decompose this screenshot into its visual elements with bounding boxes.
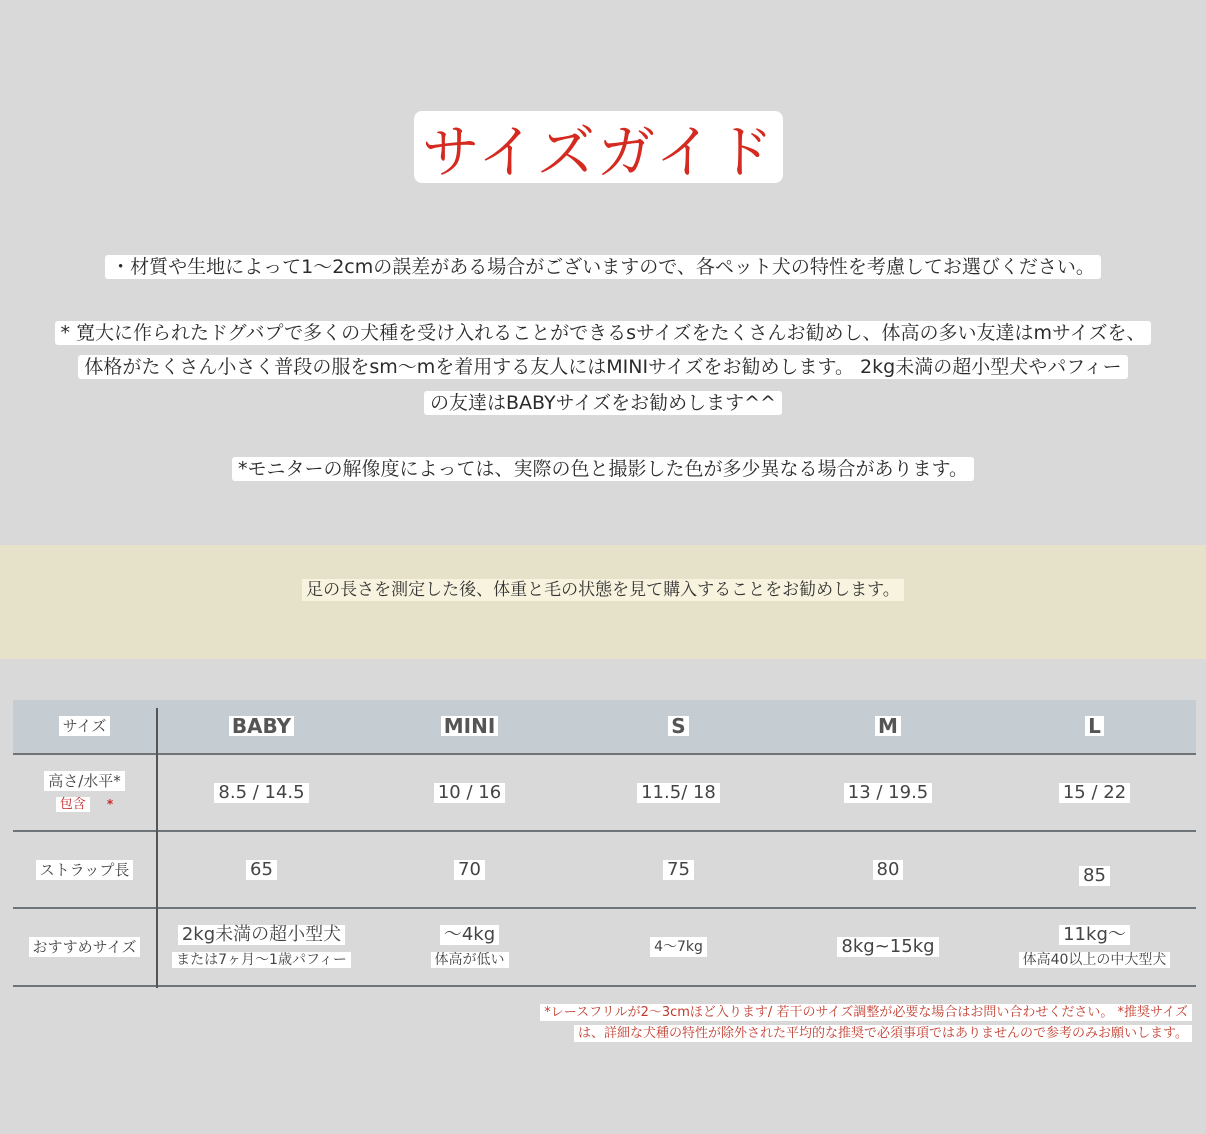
height-mini: [365, 755, 574, 830]
recommend-m: [783, 909, 993, 985]
footnote-text: *レースフリルが2～3cmほど入ります/ 若干のサイズ調整が必要な場合はお問い合わせください。 *推奨サイズ: [540, 1004, 1192, 1021]
note-text: * 寛大に作られたドグバプで多くの犬種を受け入れることができるsサイズをたくさんお勧めし、体高の多い友達はmサイズを、: [55, 321, 1152, 345]
recommend-sub-wrap: [172, 949, 351, 970]
size-header-text: BABY: [229, 716, 294, 736]
strap-value: 70: [454, 860, 485, 880]
row-label-recommend: [13, 909, 156, 985]
strap-value: 65: [246, 860, 277, 880]
recommend-s: [574, 909, 783, 985]
note-monitor: [0, 456, 1206, 482]
strap-m: [783, 832, 993, 907]
note-recommend-1: [0, 320, 1206, 346]
strap-s: [574, 832, 783, 907]
note-material: [0, 254, 1206, 280]
size-header-text: M: [875, 716, 901, 736]
size-header-mini: [365, 700, 574, 752]
recommend-main: 11kg～: [1059, 925, 1130, 945]
recommend-baby: [158, 909, 365, 985]
row-divider: [13, 985, 1196, 987]
asterisk-mark: *: [106, 796, 114, 811]
recommend-main: ～4kg: [440, 925, 499, 945]
height-s: [574, 755, 783, 830]
recommend-main: 4～7kg: [650, 937, 707, 957]
strap-value: 85: [1079, 866, 1110, 886]
row-label-text: 高さ/水平*: [44, 771, 125, 791]
height-l: [993, 755, 1196, 830]
strap-l: [993, 838, 1196, 913]
height-baby: [158, 755, 365, 830]
recommend-main: 2kg未満の超小型犬: [178, 925, 345, 945]
note-recommend-2: [0, 354, 1206, 380]
row-label-strap: [13, 832, 156, 907]
strap-mini: [365, 832, 574, 907]
size-header-text: MINI: [441, 716, 499, 736]
recommend-sub: 体高40以上の中大型犬: [1019, 952, 1171, 968]
header-size-label: [13, 700, 156, 752]
height-value: 15 / 22: [1059, 783, 1130, 803]
row-label-sub-wrap: [56, 793, 113, 815]
height-value: 10 / 16: [434, 783, 505, 803]
strap-value: 80: [873, 860, 904, 880]
note-text: *モニターの解像度によっては、実際の色と撮影した色が多少異なる場合があります。: [232, 457, 974, 481]
recommend-main: 8kg~15kg: [837, 937, 938, 957]
note-text: ・材質や生地によって1～2cmの誤差がある場合がございますので、各ペット犬の特性を考慮してお選びください。: [105, 255, 1101, 279]
strap-value: 75: [663, 860, 694, 880]
height-m: [783, 755, 993, 830]
row-label-sub: 包含: [56, 797, 90, 812]
advice-text: 足の長さを測定した後、体重と毛の状態を見て購入することをお勧めします。: [302, 579, 904, 601]
size-header-l: [993, 700, 1196, 752]
height-value: 13 / 19.5: [844, 783, 933, 803]
height-value: 11.5/ 18: [637, 783, 720, 803]
size-header-m: [783, 700, 993, 752]
size-header-text: L: [1085, 716, 1104, 736]
footnote-line-1: [540, 1001, 1192, 1023]
advice-band: [0, 545, 1206, 659]
row-label-text: ストラップ長: [36, 860, 134, 880]
recommend-sub: 体高が低い: [431, 952, 509, 968]
size-header-s: [574, 700, 783, 752]
note-text: 体格がたくさん小さく普段の服をsm～mを着用する友人にはMINIサイズをお勧めします。 2kg未満の超小型犬やパフィー: [78, 355, 1127, 379]
page-title: サイズガイド: [421, 118, 776, 186]
size-header-text: S: [668, 716, 688, 736]
height-value: 8.5 / 14.5: [214, 783, 308, 803]
recommend-l: [993, 909, 1196, 985]
row-label-text: おすすめサイズ: [29, 937, 141, 957]
advice-line: [0, 575, 1206, 600]
note-recommend-3: [0, 390, 1206, 416]
recommend-sub-wrap: [1019, 949, 1171, 970]
recommend-sub-wrap: [431, 949, 509, 970]
size-header-baby: [158, 700, 365, 752]
footnote-line-2: [574, 1022, 1192, 1044]
row-label-height: [13, 755, 156, 830]
size-table: [13, 700, 1196, 988]
note-text: の友達はBABYサイズをお勧めします^^: [424, 391, 782, 415]
header-size-text: サイズ: [59, 716, 111, 736]
recommend-mini: [365, 909, 574, 985]
strap-baby: [158, 832, 365, 907]
recommend-sub: または7ヶ月～1歳パフィー: [172, 952, 351, 968]
footnote-text: は、詳細な犬種の特性が除外された平均的な推奨で必須事項ではありませんので参考のみお願いします。: [574, 1025, 1192, 1042]
title-box: [414, 111, 783, 186]
